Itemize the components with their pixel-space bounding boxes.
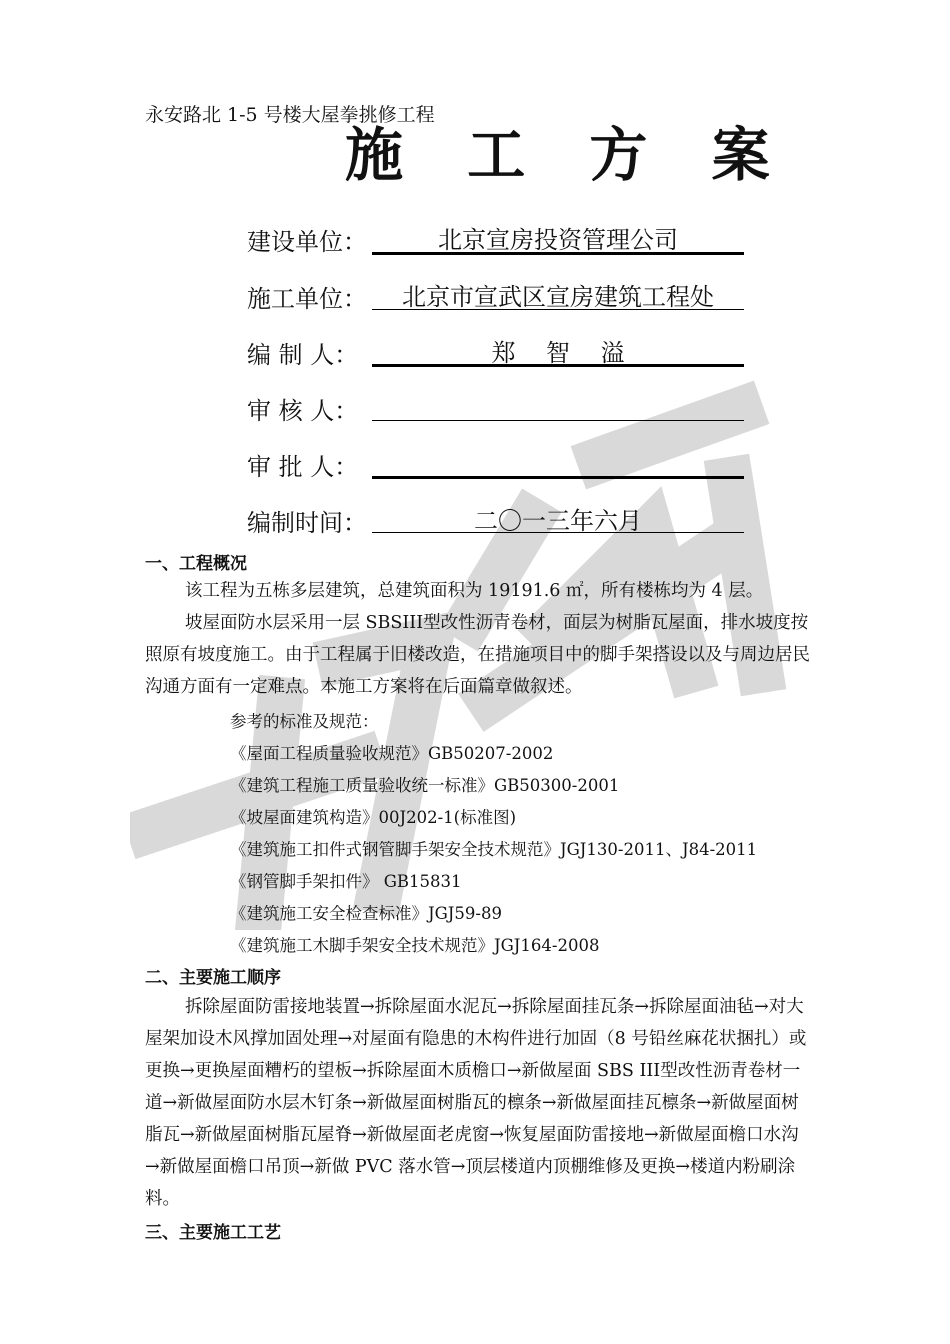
field-label-reviewer: 审 核 人： (247, 397, 359, 425)
reference-item: 《建筑工程施工质量验收统一标准》GB50300-2001 (230, 776, 620, 795)
reference-item: 《坡屋面建筑构造》00J202-1(标准图) (230, 808, 517, 827)
field-underline (372, 309, 744, 310)
field-value-contractor: 北京市宣武区宣房建筑工程处 (402, 283, 714, 311)
field-label-author: 编 制 人： (247, 341, 359, 369)
overview-paragraph-2 (145, 607, 810, 703)
field-label-contractor: 施工单位： (247, 285, 367, 313)
section-heading-sequence: 二、主要施工顺序 (145, 968, 281, 988)
field-underline (372, 420, 744, 421)
reference-item: 《钢管脚手架扣件》 GB15831 (230, 872, 462, 891)
field-underline (372, 252, 744, 255)
field-value-author: 郑 智 溢 (491, 339, 625, 367)
sequence-text: 拆除屋面防雷接地装置→拆除屋面水泥瓦→拆除屋面挂瓦条→拆除屋面油毡→对大屋架加设木风撑加固处理→对屋面有隐患的木构件进行加固（8 号铅丝麻花状捆扎）或更换→更换屋面糟朽的望板→拆除屋面木质檐口→新做屋面 SBS III型改性沥青卷材一道→新做屋面防水层木钉条→新做屋面树脂瓦的檩条→新做屋面挂瓦檩条→新做屋面树脂瓦→新做屋面树脂瓦屋脊→新做屋面老虎窗→恢复屋面防雷接地→新做屋面檐口水沟→新做屋面檐口吊顶→新做 PVC 落水管→顶层楼道内顶棚维修及更换→楼道内粉刷涂料。 (145, 997, 807, 1209)
field-underline (372, 364, 744, 367)
references-title: 参考的标准及规范： (230, 712, 379, 731)
overview-paragraph-1 (145, 575, 810, 607)
field-value-client: 北京宣房投资管理公司 (438, 226, 678, 254)
field-underline (372, 476, 744, 479)
project-name: 永安路北 1-5 号楼大屋拳挑修工程 (145, 104, 435, 126)
field-label-client: 建设单位： (247, 228, 367, 256)
reference-item: 《建筑施工木脚手架安全技术规范》JGJ164-2008 (230, 936, 600, 955)
reference-item: 《屋面工程质量验收规范》GB50207-2002 (230, 744, 554, 763)
page-title: 施 工 方 案 (345, 121, 792, 189)
overview-text-1: 该工程为五栋多层建筑，总建筑面积为 19191.6 ㎡，所有楼栋均为 4 层。 (185, 581, 764, 601)
overview-text-2: 坡屋面防水层采用一层 SBSIII型改性沥青卷材，面层为树脂瓦屋面，排水坡度按照原有坡度施工。由于工程属于旧楼改造，在措施项目中的脚手架搭设以及与周边居民沟通方面有一定难点。本施工方案将在后面篇章做叙述。 (145, 613, 810, 697)
field-underline (372, 532, 744, 533)
section-heading-overview: 一、工程概况 (145, 554, 247, 574)
reference-item: 《建筑施工安全检查标准》JGJ59-89 (230, 904, 502, 923)
field-label-date: 编制时间： (247, 509, 367, 537)
field-value-date: 二〇一三年六月 (474, 507, 642, 535)
sequence-paragraph (145, 991, 810, 1215)
field-label-approver: 审 批 人： (247, 453, 359, 481)
section-heading-process: 三、主要施工工艺 (145, 1223, 281, 1243)
reference-item: 《建筑施工扣件式钢管脚手架安全技术规范》JGJ130-2011、J84-2011 (230, 840, 758, 859)
